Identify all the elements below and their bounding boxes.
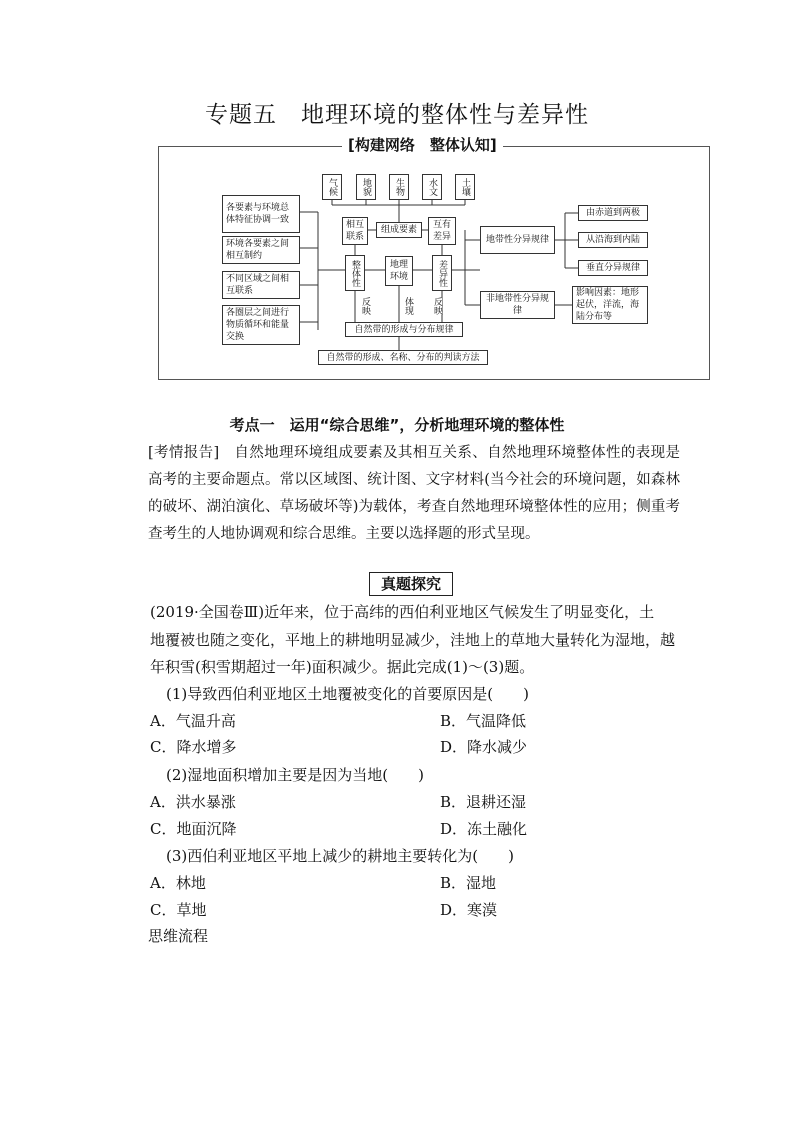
box-environment: 地理环境 <box>385 256 413 286</box>
q2-option-c[interactable]: C．地面沉降 <box>150 820 237 838</box>
note-regional-link: 不同区域之间相互联系 <box>222 271 300 299</box>
q3-option-d[interactable]: D．寒漠 <box>440 901 498 919</box>
page-title: 专题五 地理环境的整体性与差异性 <box>205 102 589 128</box>
element-soil: 土壤 <box>455 174 475 200</box>
box-natural-belt: 自然带的形成与分布规律 <box>345 322 463 337</box>
box-equator-poles: 由赤道到两极 <box>578 205 648 221</box>
question-1-stem: (1)导致西伯利亚地区土地覆被变化的首要原因是( ) <box>166 685 529 703</box>
box-coast-inland: 从沿海到内陆 <box>578 232 648 248</box>
note-restriction: 环境各要素之间相互制约 <box>222 236 300 264</box>
note-coordination: 各要素与环境总体特征协调一致 <box>222 195 300 233</box>
label-embody: 体现 <box>403 297 413 315</box>
q3-option-b[interactable]: B．湿地 <box>440 874 497 892</box>
question-intro-line-1: (2019·全国卷Ⅲ)近年来，位于高纬的西伯利亚地区气候发生了明显变化，土 <box>150 603 655 621</box>
q3-option-c[interactable]: C．草地 <box>150 901 207 919</box>
diagram-title: [构建网络 整体认知] <box>342 134 503 155</box>
q3-option-a[interactable]: A．林地 <box>150 874 206 892</box>
exam-report: [考情报告] 自然地理环境组成要素及其相互关系、自然地理环境整体性的表现是高考的主要命题点。常以区域图、统计图、文字材料(当今社会的环境问题，如森林的破坏、湖泊演化、草场破坏等)为载体，考查自然地理环境整体性的应用；侧重考查考生的人地协调观和综合思维。主要以选择题的形式呈现。 <box>148 445 680 542</box>
box-components: 组成要素 <box>376 222 422 238</box>
q2-option-a[interactable]: A．洪水暴涨 <box>150 793 236 811</box>
kaodian-title: 考点一 运用“综合思维”，分析地理环境的整体性 <box>229 416 565 434</box>
box-reading-method: 自然带的形成、名称、分布的判读方法 <box>318 350 488 365</box>
box-nonzonal: 非地带性分异规律 <box>480 291 555 319</box>
note-sphere-cycle: 各圈层之间进行物质循环和能量交换 <box>222 305 300 345</box>
box-difference: 差异性 <box>432 255 452 291</box>
q1-option-a[interactable]: A．气温升高 <box>150 712 236 730</box>
section-true-question: 真题探究 <box>369 572 453 596</box>
question-intro-line-3: 年积雪(积雪期超过一年)面积减少。据此完成(1)～(3)题。 <box>150 658 535 676</box>
q2-option-b[interactable]: B．退耕还湿 <box>440 793 527 811</box>
question-2-stem: (2)湿地面积增加主要是因为当地( ) <box>166 766 424 784</box>
question-intro-line-2: 地覆被也随之变化，平地上的耕地明显减少，洼地上的草地大量转化为湿地，越 <box>150 631 676 649</box>
q1-option-d[interactable]: D．降水减少 <box>440 738 528 756</box>
thinking-flow-label: 思维流程 <box>148 927 209 945</box>
box-differences: 互有差异 <box>428 217 456 245</box>
element-biology: 生物 <box>389 174 409 200</box>
q2-option-d[interactable]: D．冻土融化 <box>440 820 528 838</box>
question-3-stem: (3)西伯利亚地区平地上减少的耕地主要转化为( ) <box>166 847 514 865</box>
q1-option-b[interactable]: B．气温降低 <box>440 712 527 730</box>
box-zonal: 地带性分异规律 <box>480 226 555 254</box>
box-integrity: 整体性 <box>345 255 365 291</box>
element-climate: 气候 <box>322 174 342 200</box>
box-mutual-link: 相互联系 <box>342 217 368 245</box>
box-influence-factors: 影响因素：地形起伏，洋流，海陆分布等 <box>572 286 648 324</box>
label-reflect-right: 反映 <box>432 297 442 315</box>
box-vertical: 垂直分异规律 <box>578 260 648 276</box>
element-hydrology: 水文 <box>422 174 442 200</box>
label-reflect-left: 反映 <box>360 297 370 315</box>
q1-option-c[interactable]: C．降水增多 <box>150 738 237 756</box>
element-landform: 地貌 <box>356 174 376 200</box>
